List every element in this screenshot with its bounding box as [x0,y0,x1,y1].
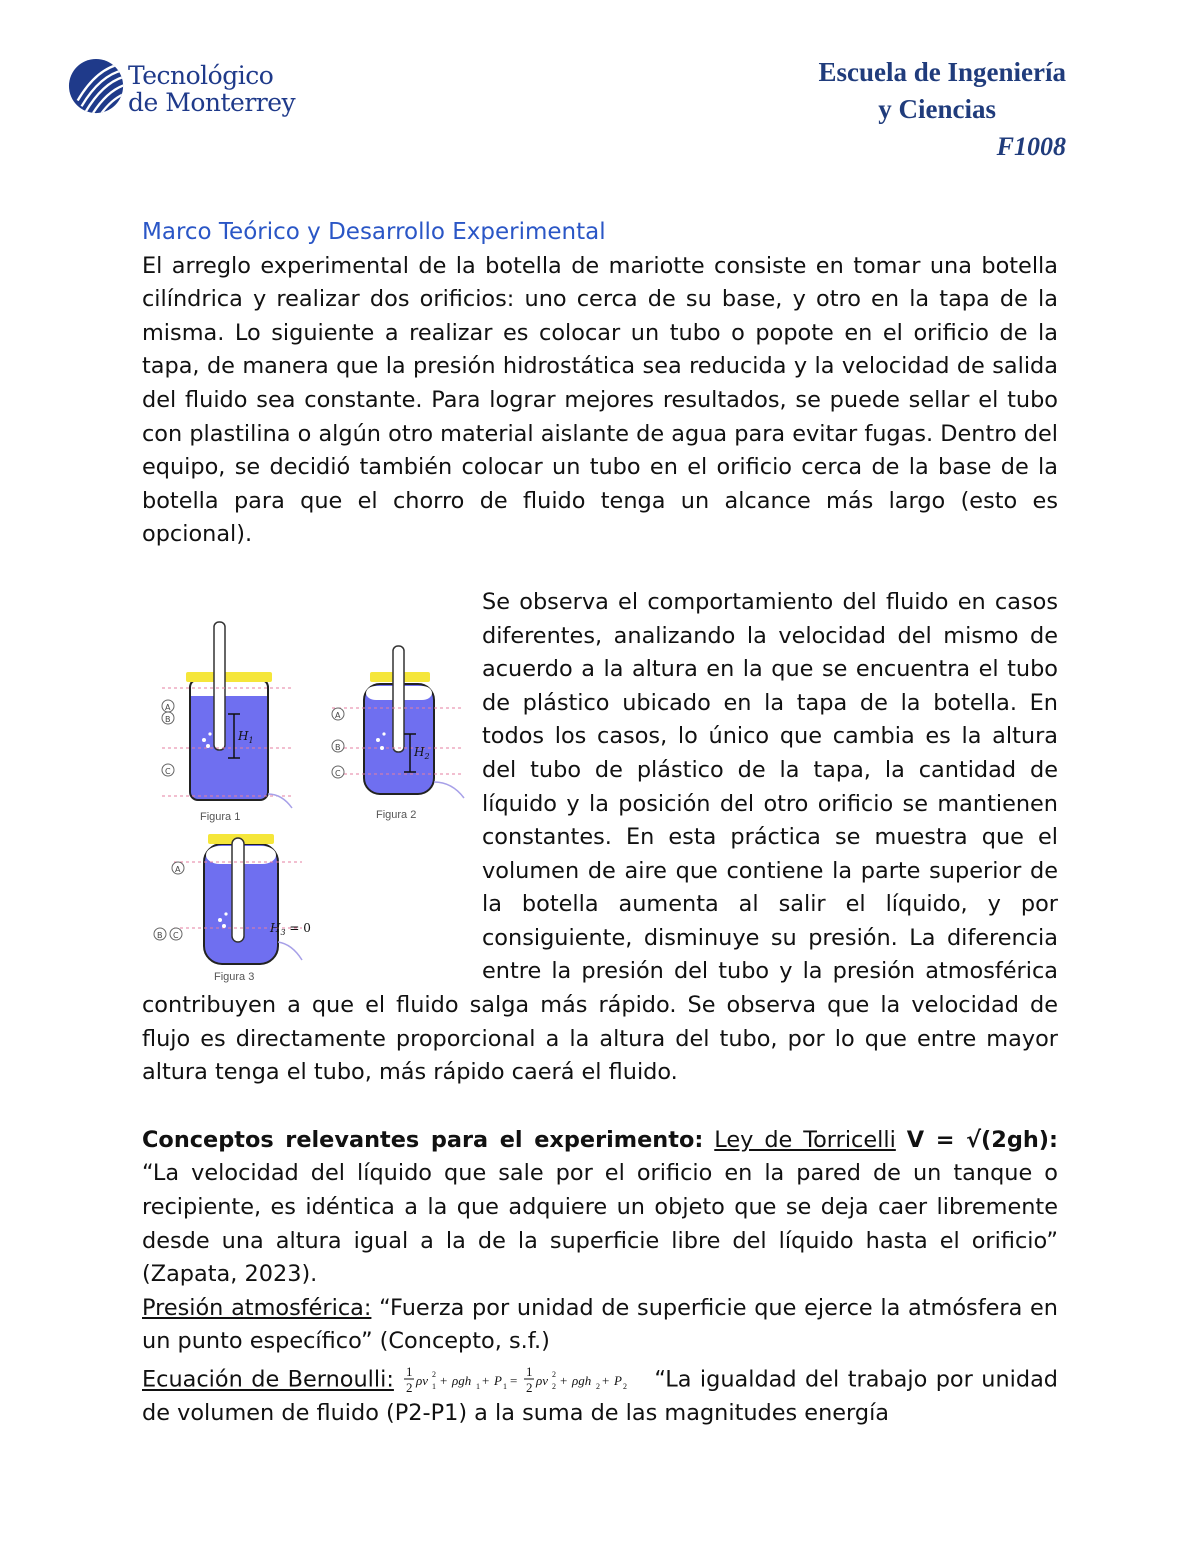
svg-text:B: B [335,742,341,752]
figure-1-caption: Figura 1 [200,810,241,823]
svg-text:1: 1 [503,1382,508,1391]
svg-text:C: C [165,766,171,776]
pressure-label: Presión atmosférica: [142,1294,372,1321]
concepts-lead: Conceptos relevantes para el experimento: [142,1126,704,1153]
svg-text:B: B [165,714,171,724]
svg-text:2: 2 [552,1382,557,1391]
logo-line-1: Tecnológico [128,61,274,90]
svg-text:2: 2 [526,1380,533,1395]
figure-2-caption: Figura 2 [376,808,417,821]
bottle-figures-diagram [142,622,472,983]
svg-text:ρgh: ρgh [452,1373,472,1388]
observation-block [142,586,1058,1090]
course-code: F1008 [996,132,1066,161]
figure-2 [332,646,464,821]
svg-text:1: 1 [406,1364,413,1379]
logo-wordmark [128,62,295,116]
paragraph-setup: El arreglo experimental de la botella de mariotte consiste en tomar una botella cilíndrica y realizar dos orificios: uno cerca de su base, y otro en la tapa de la misma. Lo siguiente a realizar es colocar un tubo o popote en el orificio de la tapa, de manera que la presión hidrostática sea reducida y la velocidad de salida del fluido sea constante. Para lograr mejores resultados, se puede sellar el tubo con plastilina o algún otro material aislante de agua para evitar fugas. Dentro del equipo, se decidió también colocar un tubo en el orificio cerca de la base de la botella para que el chorro de fluido tenga un alcance más largo (esto es opcional). [142,252,1058,548]
document-body [142,216,1058,1431]
svg-text:2: 2 [432,1370,437,1379]
svg-text:ρv: ρv [536,1373,549,1388]
school-line-2: y Ciencias [878,94,996,124]
svg-text:H2: $H_2$ [414,744,430,761]
bernoulli-definition: “La igualdad del trabajo por unidad de volumen de fluido (P2-P1) a la suma de las magnitudes energía [142,1366,1059,1427]
svg-text:1: 1 [476,1382,481,1391]
section-heading: Marco Teórico y Desarrollo Experimental [142,219,606,245]
svg-text:ρgh: ρgh [572,1373,592,1388]
paragraph-pressure [142,1292,1058,1359]
bernoulli-label: Ecuación de Bernoulli: [142,1366,394,1393]
svg-text:ρv: ρv [416,1373,429,1388]
svg-text:2: 2 [406,1380,413,1395]
svg-text:A: A [335,710,341,720]
svg-text:=: = [510,1373,518,1388]
svg-text:H3 = 0: $H_3 = 0$ [270,920,311,937]
svg-text:2: 2 [623,1382,628,1391]
svg-text:1: 1 [432,1382,437,1391]
figure-3 [154,834,311,983]
svg-text:+: + [440,1373,448,1388]
torricelli-formula: V = √(2gh): [906,1126,1059,1153]
svg-text:P: P [614,1373,623,1388]
bernoulli-equation-image [402,1363,654,1397]
torricelli-definition: “La velocidad del líquido que sale por el orificio en la pared de un tanque o recipiente, es idéntica a la que adquiere un objeto que se deja caer libremente desde una altura igual a la de la superficie libre del líquido hasta el orificio” (Zapata, 2023). [142,1160,1058,1288]
figure-1 [162,622,292,823]
logo-line-2: de Monterrey [128,88,296,117]
paragraph-observation [142,586,1058,1090]
svg-text:P: P [494,1373,503,1388]
svg-text:+: + [560,1373,568,1388]
svg-text:A: A [165,702,171,712]
pressure-definition: “Fuerza por unidad de superficie que ejerce la atmósfera en un punto específico” (Concepto, s.f.) [142,1294,1058,1355]
tec-logo-icon [68,58,126,116]
svg-text:C: C [335,768,341,778]
svg-text:+: + [482,1373,490,1388]
svg-text:B: B [157,930,163,940]
svg-text:+: + [602,1373,610,1388]
svg-text:1: 1 [526,1364,533,1379]
school-line-1: Escuela de Ingeniería [818,57,1066,87]
figure-3-caption: Figura 3 [214,970,255,983]
svg-text:A: A [175,864,181,874]
svg-text:2: 2 [596,1382,601,1391]
svg-text:2: 2 [552,1370,557,1379]
paragraph-bernoulli [142,1363,1058,1431]
paragraph-observation-text: Se observa el comportamiento del fluido en casos diferentes, analizando la velocidad del mismo de acuerdo a la altura en la que se encuentra el tubo de plástico ubicado en la tapa de la botella. En todos los casos, lo único que cambia es la altura del tubo de plástico de la tapa, la cantidad de líquido y la posición del otro orificio se mantienen constantes. En esta práctica se muestra que el volumen de aire que contiene la parte superior de la botella aumenta al salir el líquido, y por consiguiente, disminuye su presión. La diferencia entre la presión del tubo y la presión atmosférica contribuyen a que el fluido salga más rápido. Se observa que la velocidad de flujo es directamente proporcional a la altura del tubo, por lo que entre mayor altura tenga el tubo, más rápido caerá el fluido. [142,588,1058,1086]
paragraph-torricelli [142,1124,1058,1292]
school-header [726,54,1066,165]
svg-text:C: C [173,930,179,940]
torricelli-label: Ley de Torricelli [714,1126,896,1153]
svg-text:H1: $H_1$ [238,728,254,745]
